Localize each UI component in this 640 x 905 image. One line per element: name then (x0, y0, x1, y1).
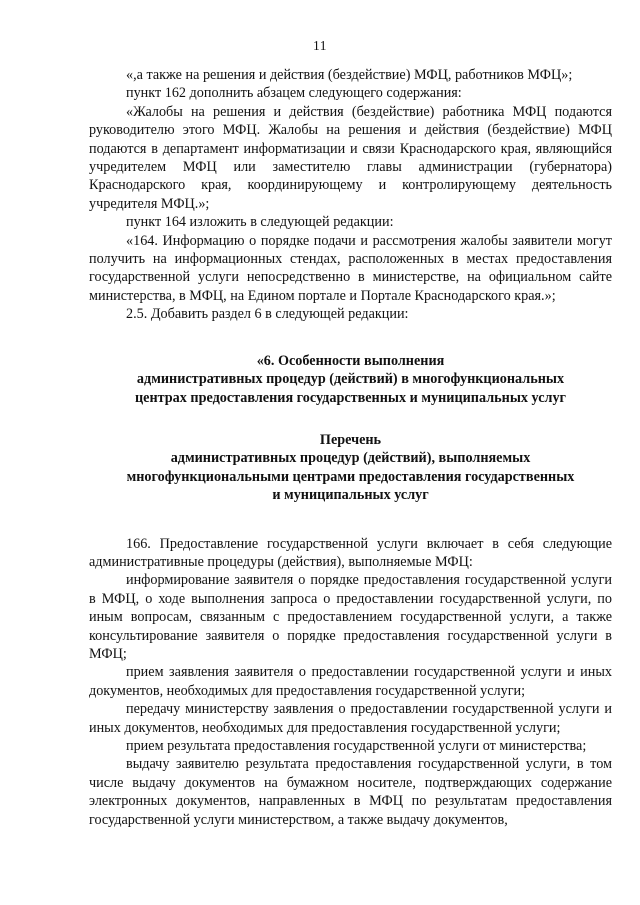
section-heading-line: административных процедур (действий) в многофункциональных (136, 371, 565, 388)
list-heading-line: многофункциональными центрами предоставления государственных (126, 468, 575, 485)
paragraph-receiving-result: прием результата предоставления государственной услуги от министерства; (126, 738, 587, 754)
list-heading-line: административных процедур (действий), выполняемых (170, 450, 531, 467)
paragraph-amendment-mfc-actions: «,а также на решения и действия (бездействие) МФЦ, работников МФЦ»; (126, 67, 573, 83)
section-heading-line: центрах предоставления государственных и муниципальных услуг (134, 389, 566, 406)
paragraph-receiving-application: прием заявления заявителя о предоставлении государственной услуги и иных документов, необходимых для предоставления государственной услуги; (89, 664, 612, 699)
section-6-heading (89, 352, 612, 407)
paragraph-complaints-mfc: «Жалобы на решения и действия (бездействие) работника МФЦ подаются руководителю этого МФЦ. Жалобы на решения и действия (бездействие) МФЦ подаются в департамент информатизации и связи Краснодарского края, являющийся учредителем МФЦ или заместителю главы администрации (губернатора) Краснодарского края, координирующему и контролирующему деятельность учредителя МФЦ.»; (89, 103, 612, 212)
paragraph-issuing-result: выдачу заявителю результата предоставления государственной услуги, в том числе выдачу документов на бумажном носителе, подтверждающих содержание электронных документов, направленных в МФЦ по результатам предоставления государственной услуги министерством, а также выдачу документов, (89, 756, 612, 828)
paragraph-clause-162-intro: пункт 162 дополнить абзацем следующего содержания: (126, 85, 462, 102)
paragraph-informing-applicant: информирование заявителя о порядке предоставления государственной услуги в МФЦ, о ходе выполнения запроса о предоставлении государственной услуги, по иным вопросам, связанным с предоставлением государственной услуги, а также консультирование заявителя о порядке предоставления государственной услуги в МФЦ; (89, 572, 612, 662)
paragraph-add-section-6: 2.5. Добавить раздел 6 в следующей редакции: (126, 306, 409, 323)
paragraph-transfer-to-ministry: передачу министерству заявления о предоставлении государственной услуги и иных документов, необходимых для предоставления государственной услуги; (89, 701, 612, 736)
list-heading-line: Перечень (319, 431, 382, 448)
page-number: 11 (313, 38, 327, 53)
list-heading-line: и муниципальных услуг (272, 487, 429, 504)
paragraph-clause-164-text: «164. Информацию о порядке подачи и рассмотрения жалобы заявители могут получить на информационных стендах, расположенных в местах предоставления государственной услуги непосредственно в министерстве, на официальном сайте министерства, в МФЦ, на Едином портале и Портале Краснодарского края.»; (89, 232, 612, 304)
list-heading (89, 431, 612, 505)
section-heading-line: «6. Особенности выполнения (256, 352, 445, 369)
paragraph-clause-164-intro: пункт 164 изложить в следующей редакции: (126, 214, 394, 231)
document-body (89, 66, 612, 829)
paragraph-clause-166: 166. Предоставление государственной услуги включает в себя следующие административные процедуры (действия), выполняемые МФЦ: (89, 535, 612, 570)
